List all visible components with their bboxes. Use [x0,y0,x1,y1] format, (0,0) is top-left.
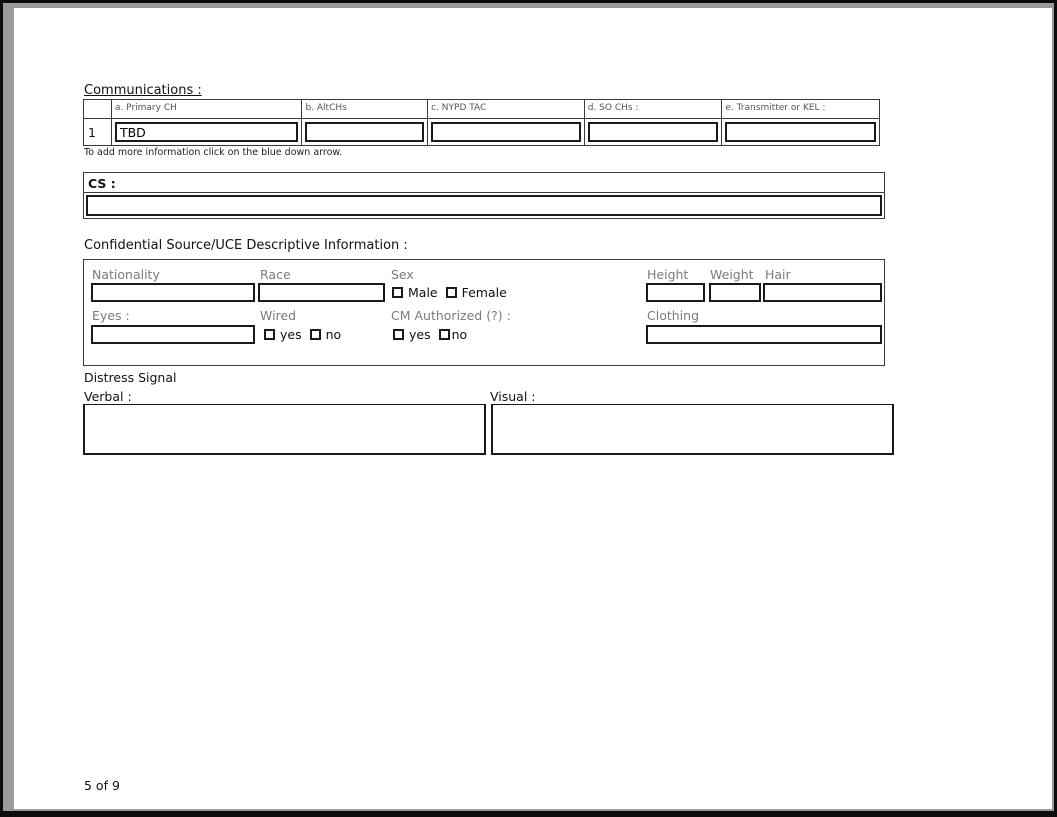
communications-table-header-row [84,100,879,119]
female-checkbox[interactable] [446,287,457,298]
clothing-input[interactable] [646,325,882,344]
height-input[interactable] [646,283,705,302]
primary-ch-cell [112,119,303,145]
eyes-label: Eyes : [92,308,130,323]
cm-yes-label: yes [409,327,431,342]
nypd-tac-input[interactable] [431,122,581,142]
verbal-label: Verbal : [84,389,132,404]
col-header-alt-chs: b. AltCHs [302,100,428,118]
communications-table [83,99,880,146]
wired-yes-label: yes [280,327,302,342]
cm-authorized-label: CM Authorized (?) : [391,308,511,323]
cm-no-checkbox[interactable] [439,329,450,340]
cm-authorized-checkbox-group [393,327,467,342]
wired-no-checkbox[interactable] [310,329,321,340]
cs-input[interactable] [86,195,882,216]
nationality-input[interactable] [91,283,255,302]
descriptive-info-box [83,259,885,366]
form-page [14,8,1052,809]
hair-label: Hair [765,267,791,282]
wired-checkbox-group [264,327,341,342]
female-label: Female [461,285,507,300]
primary-ch-input[interactable] [115,122,299,142]
verbal-distress-input[interactable] [83,404,486,455]
col-header-rownum [84,100,112,118]
hair-input[interactable] [763,283,882,302]
nypd-tac-cell [428,119,585,145]
nationality-label: Nationality [92,267,160,282]
wired-no-label: no [325,327,342,342]
wired-label: Wired [260,308,297,323]
height-label: Height [647,267,689,282]
eyes-input[interactable] [91,325,255,344]
alt-chs-cell [302,119,428,145]
cs-label: CS : [84,173,884,193]
weight-label: Weight [710,267,754,282]
clothing-label: Clothing [647,308,700,323]
transmitter-kel-input[interactable] [725,122,876,142]
cs-value-cell [84,193,884,218]
transmitter-kel-cell [722,119,879,145]
male-checkbox[interactable] [392,287,403,298]
add-more-info-hint: To add more information click on the blue down arrow. [84,147,343,158]
sex-checkbox-group [392,285,507,300]
male-label: Male [408,285,438,300]
distress-signal-heading: Distress Signal [84,370,177,385]
cs-section [83,172,885,219]
so-chs-cell [585,119,723,145]
table-row [84,119,879,145]
weight-input[interactable] [709,283,761,302]
col-header-nypd-tac: c. NYPD TAC [428,100,585,118]
sex-label: Sex [391,267,414,282]
descriptive-info-heading: Confidential Source/UCE Descriptive Information : [84,238,408,253]
communications-heading: Communications : [84,83,202,98]
row-number: 1 [88,124,96,140]
alt-chs-input[interactable] [305,122,424,142]
race-label: Race [260,267,291,282]
visual-label: Visual : [490,389,536,404]
col-header-so-chs: d. SO CHs : [585,100,723,118]
row-number-cell [84,119,112,145]
col-header-primary-ch: a. Primary CH [112,100,303,118]
race-input[interactable] [258,283,385,302]
col-header-transmitter-kel: e. Transmitter or KEL : [725,103,826,113]
visual-distress-input[interactable] [491,404,894,455]
so-chs-input[interactable] [588,122,719,142]
cm-yes-checkbox[interactable] [393,329,404,340]
page-number: 5 of 9 [84,778,120,793]
cm-no-label: no [451,327,468,342]
wired-yes-checkbox[interactable] [264,329,275,340]
